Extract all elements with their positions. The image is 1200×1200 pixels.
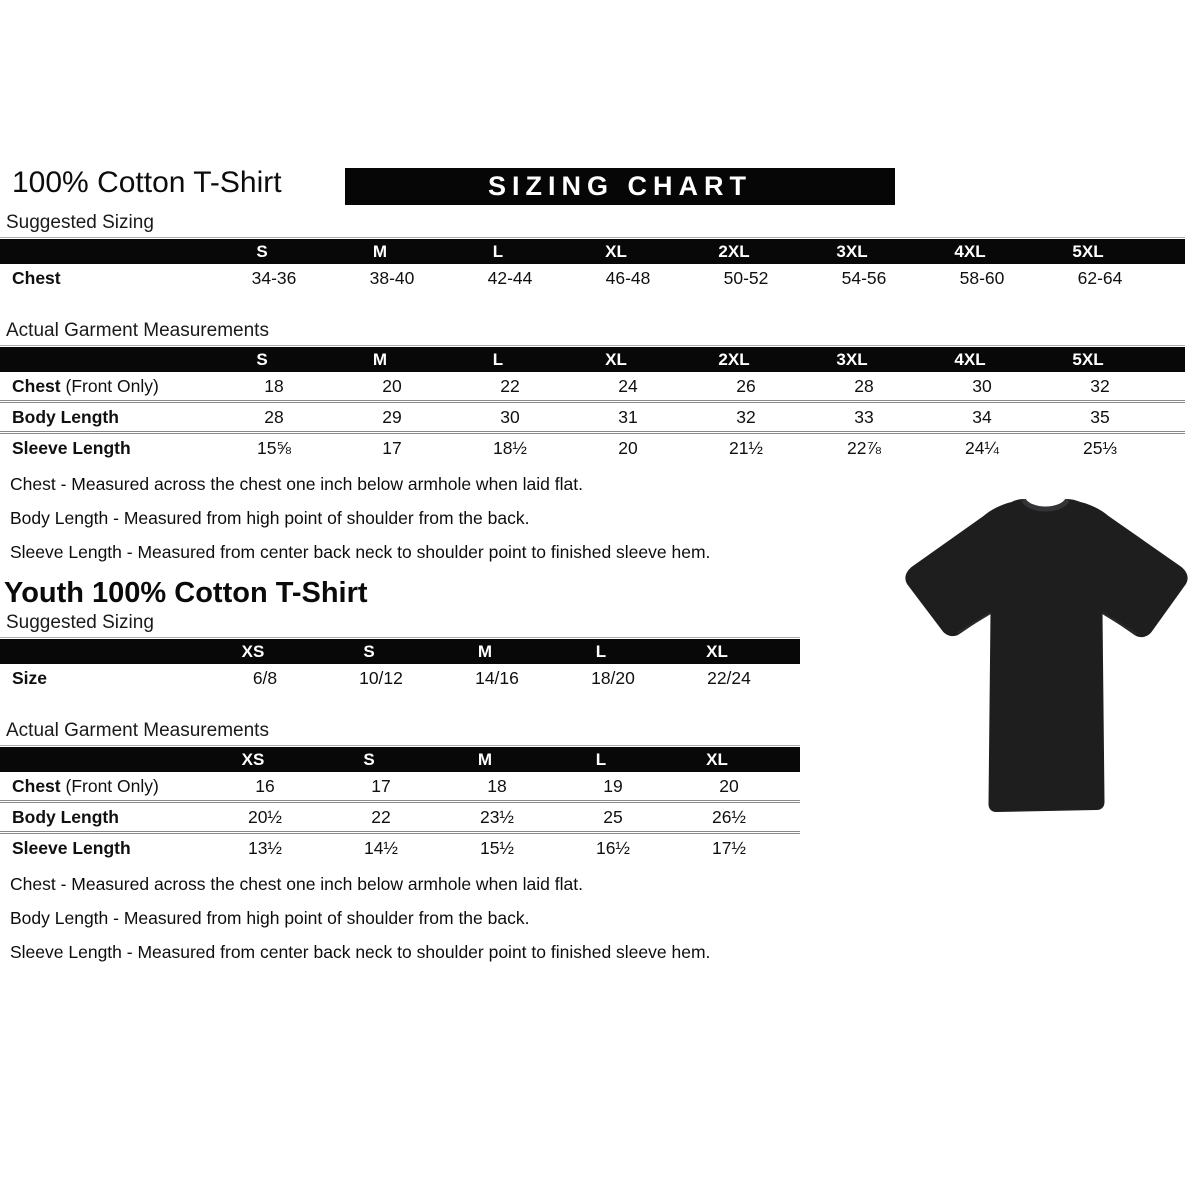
measurement-note: Chest - Measured across the chest one inch below armhole when laid flat. — [10, 474, 583, 494]
youth-suggested-sizing-table — [0, 637, 800, 692]
adult-suggested-sizing-table — [0, 237, 1185, 292]
measurement-value: 22 — [371, 806, 391, 827]
measurement-value: 20 — [618, 437, 638, 458]
size-column-header: M — [372, 241, 388, 261]
measurement-value: 20 — [382, 375, 402, 396]
row-label-text: Body Length — [12, 406, 119, 427]
sizing-chart-banner: SIZING CHART — [345, 168, 895, 205]
measurement-value: 20½ — [247, 806, 283, 827]
table-row — [0, 664, 800, 692]
measurement-value: 17 — [382, 437, 402, 458]
row-label-text: Size — [12, 667, 48, 688]
measurement-value: 34 — [972, 406, 992, 427]
table-row — [0, 264, 1185, 292]
measurement-value: 54-56 — [841, 267, 887, 288]
measurement-value: 13½ — [247, 837, 283, 858]
size-column-header: S — [256, 349, 268, 369]
measurement-value: 62-64 — [1077, 267, 1123, 288]
measurement-value: 24 — [618, 375, 638, 396]
row-label — [0, 438, 215, 459]
measurement-value: 26½ — [711, 806, 747, 827]
table-row — [0, 772, 800, 800]
row-label-text: Body Length — [12, 806, 119, 827]
tshirt-silhouette — [905, 499, 1187, 812]
size-column-header: XL — [605, 241, 627, 261]
measurement-value: 32 — [736, 406, 756, 427]
measurement-value: 25 — [603, 806, 623, 827]
measurement-value: 25⅓ — [1082, 437, 1118, 458]
header-row — [0, 166, 1200, 210]
size-column-header: L — [595, 641, 607, 661]
measurement-value: 31 — [618, 406, 638, 427]
measurement-value: 26 — [736, 375, 756, 396]
adult-actual-measurements-label: Actual Garment Measurements — [6, 320, 269, 341]
measurement-value: 28 — [264, 406, 284, 427]
measurement-value: 17½ — [711, 837, 747, 858]
measurement-value: 58-60 — [959, 267, 1005, 288]
row-label-text: Chest — [12, 267, 61, 288]
measurement-value: 32 — [1090, 375, 1110, 396]
measurement-value: 21½ — [728, 437, 764, 458]
measurement-value: 15½ — [479, 837, 515, 858]
row-label-text: Sleeve Length — [12, 837, 131, 858]
size-column-header: XL — [706, 641, 728, 661]
measurement-value: 38-40 — [369, 267, 415, 288]
measurement-value: 6/8 — [252, 667, 278, 688]
youth-actual-measurements-label: Actual Garment Measurements — [6, 720, 269, 741]
measurement-note: Body Length - Measured from high point of shoulder from the back. — [10, 508, 530, 528]
row-label-text: Chest — [12, 375, 61, 396]
measurement-value: 50-52 — [723, 267, 769, 288]
size-column-header: XS — [241, 641, 265, 661]
size-column-header: L — [595, 749, 607, 769]
adult-actual-measurements-table — [0, 345, 1185, 462]
tshirt-collar — [1024, 500, 1068, 509]
size-column-header: M — [477, 749, 493, 769]
measurement-value: 16½ — [595, 837, 631, 858]
row-label — [0, 807, 207, 828]
table-row — [0, 800, 800, 831]
row-label — [0, 268, 215, 289]
measurement-note: Sleeve Length - Measured from center back neck to shoulder point to finished sleeve hem. — [10, 942, 711, 962]
size-column-header: S — [363, 749, 375, 769]
youth-suggested-sizing-label: Suggested Sizing — [6, 612, 154, 633]
table-header-row — [0, 639, 800, 664]
measurement-value: 14/16 — [475, 667, 519, 688]
table-header-row — [0, 347, 1185, 372]
youth-measurement-notes — [10, 875, 1200, 962]
size-column-header: XL — [706, 749, 728, 769]
measurement-value: 22 — [500, 375, 520, 396]
measurement-value: 18 — [487, 775, 507, 796]
measurement-note: Chest - Measured across the chest one inch below armhole when laid flat. — [10, 874, 583, 894]
youth-actual-measurements-table — [0, 745, 800, 862]
row-label-text: Chest — [12, 775, 61, 796]
size-column-header: S — [256, 241, 268, 261]
measurement-value: 19 — [603, 775, 623, 796]
row-label-text: Sleeve Length — [12, 437, 131, 458]
measurement-value: 24¼ — [964, 437, 1000, 458]
measurement-value: 17 — [371, 775, 391, 796]
measurement-value: 18½ — [492, 437, 528, 458]
page-title: 100% Cotton T-Shirt — [12, 166, 282, 199]
size-column-header: 5XL — [1072, 349, 1104, 369]
measurement-value: 22/24 — [707, 667, 751, 688]
measurement-value: 15⅝ — [256, 437, 292, 458]
size-column-header: 4XL — [954, 349, 986, 369]
youth-title: Youth 100% Cotton T-Shirt — [4, 577, 368, 609]
size-column-header: 5XL — [1072, 241, 1104, 261]
measurement-note: Sleeve Length - Measured from center back neck to shoulder point to finished sleeve hem. — [10, 542, 711, 562]
measurement-value: 42-44 — [487, 267, 533, 288]
size-column-header: 3XL — [836, 349, 868, 369]
measurement-value: 10/12 — [359, 667, 403, 688]
measurement-value: 20 — [719, 775, 739, 796]
measurement-value: 29 — [382, 406, 402, 427]
table-row — [0, 372, 1185, 400]
row-label — [0, 407, 215, 428]
size-column-header: 2XL — [718, 241, 750, 261]
size-column-header: 2XL — [718, 349, 750, 369]
size-column-header: M — [477, 641, 493, 661]
size-column-header: L — [492, 241, 504, 261]
measurement-value: 18/20 — [591, 667, 635, 688]
size-column-header: M — [372, 349, 388, 369]
measurement-value: 22⅞ — [846, 437, 882, 458]
measurement-value: 30 — [972, 375, 992, 396]
row-label — [0, 668, 207, 689]
table-row — [0, 400, 1185, 431]
measurement-value: 14½ — [363, 837, 399, 858]
size-column-header: 3XL — [836, 241, 868, 261]
measurement-value: 33 — [854, 406, 874, 427]
row-label — [0, 838, 207, 859]
row-label: Chest (Front Only) — [12, 775, 159, 796]
measurement-note: Body Length - Measured from high point of shoulder from the back. — [10, 908, 530, 928]
measurement-value: 30 — [500, 406, 520, 427]
table-row — [0, 831, 800, 862]
size-column-header: S — [363, 641, 375, 661]
table-header-row — [0, 747, 800, 772]
measurement-value: 23½ — [479, 806, 515, 827]
size-column-header: L — [492, 349, 504, 369]
measurement-value: 35 — [1090, 406, 1110, 427]
tshirt-image — [893, 478, 1198, 818]
measurement-value: 46-48 — [605, 267, 651, 288]
size-column-header: XL — [605, 349, 627, 369]
adult-suggested-sizing-label: Suggested Sizing — [6, 212, 154, 233]
measurement-value: 16 — [255, 775, 275, 796]
measurement-value: 18 — [264, 375, 284, 396]
size-column-header: XS — [241, 749, 265, 769]
row-label: Chest (Front Only) — [12, 375, 159, 396]
measurement-value: 34-36 — [251, 267, 297, 288]
table-header-row — [0, 239, 1185, 264]
table-row — [0, 431, 1185, 462]
measurement-value: 28 — [854, 375, 874, 396]
size-column-header: 4XL — [954, 241, 986, 261]
